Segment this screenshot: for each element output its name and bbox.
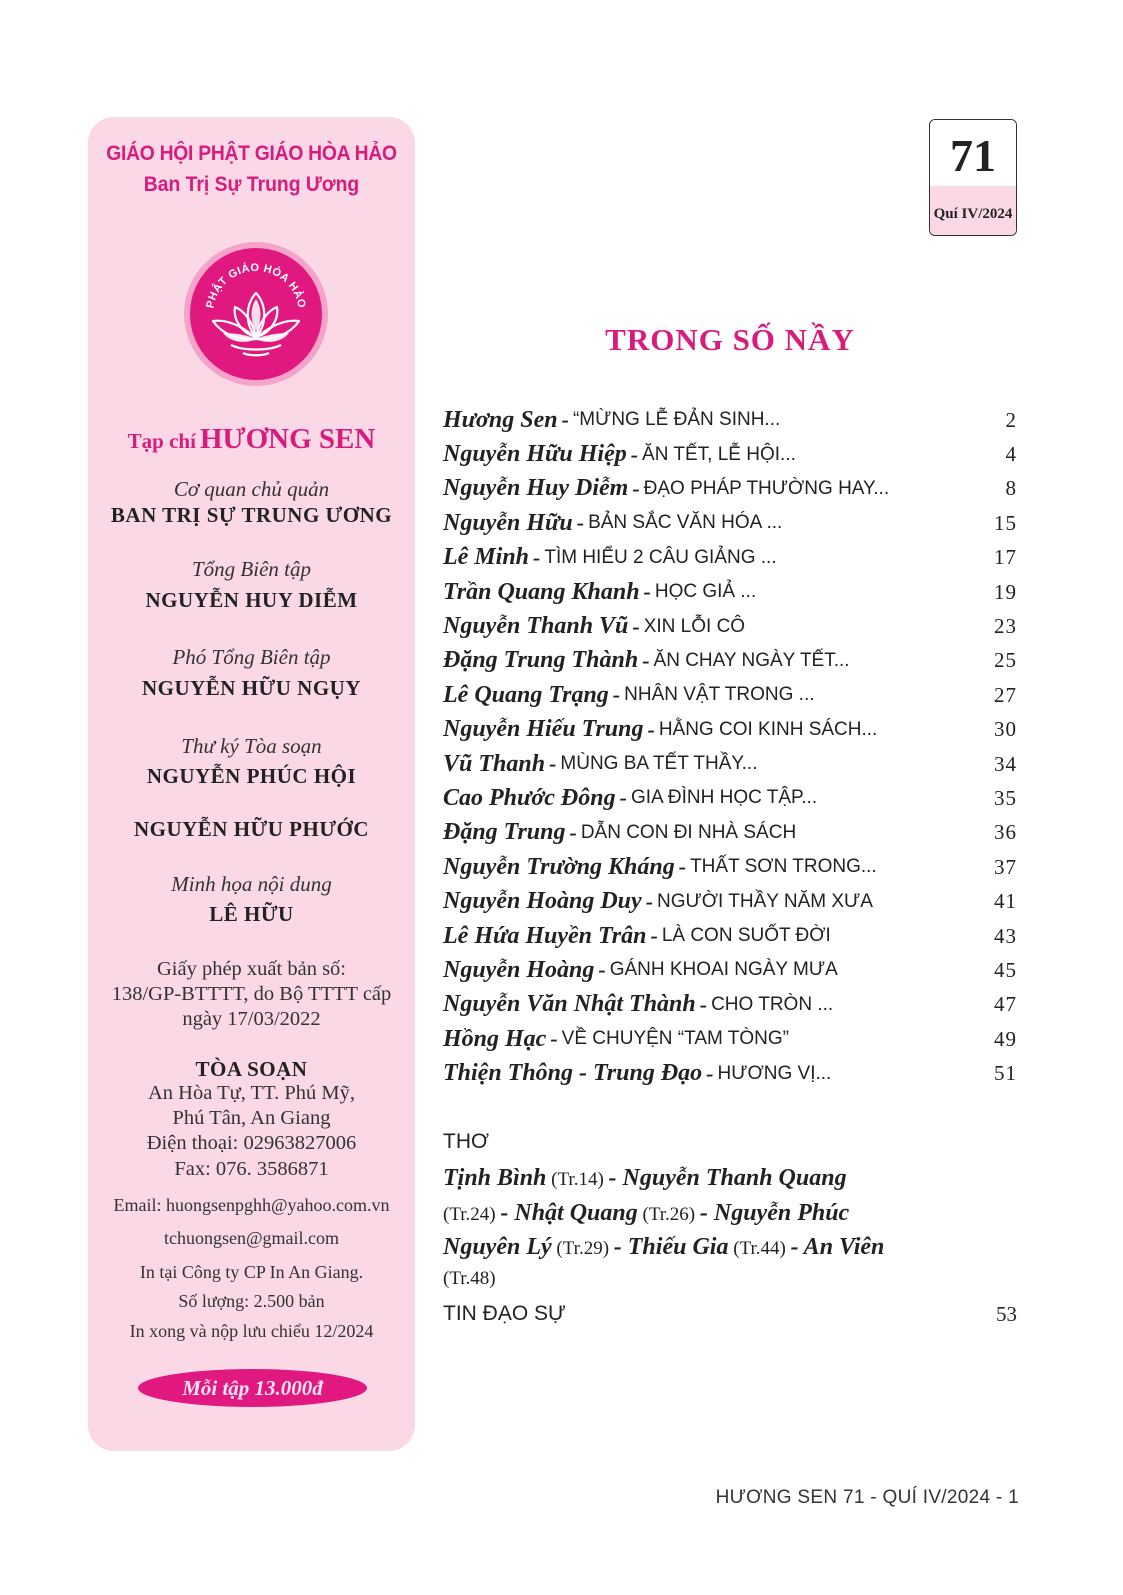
toc-page: 51 (994, 1061, 1017, 1086)
magazine-name: HƯƠNG SEN (199, 423, 376, 455)
toc-separator: - (561, 407, 569, 433)
toc-row (443, 472, 1017, 506)
toc-author: Hương Sen (443, 406, 558, 433)
toc-title: “MỪNG LỄ ĐẢN SINH... (572, 409, 781, 431)
poetry-author: - Nguyễn Phúc (699, 1200, 850, 1226)
email-line: Email: huongsenpghh@yahoo.com.vn (113, 1195, 390, 1215)
toc-author: Nguyễn Hiếu Trung (443, 716, 644, 743)
toc-separator: - (630, 441, 639, 467)
poetry-author: - An Viên (790, 1234, 885, 1260)
staff-name: NGUYỄN PHÚC HỘI (146, 764, 357, 788)
toc-page: 49 (994, 1026, 1017, 1051)
toc-author: Lê Minh (443, 544, 530, 571)
toc-author: Nguyễn Thanh Vũ (443, 613, 629, 640)
toc-title: ĂN CHAY NGÀY TẾT... (653, 649, 850, 671)
poetry-page-ref: (Tr.14) (546, 1169, 609, 1190)
staff-role: Thư ký Tòa soạn (181, 734, 322, 758)
staff-role: Phó Tổng Biên tập (172, 645, 331, 669)
toc-page: 35 (994, 785, 1017, 810)
toc-row (443, 747, 1017, 781)
toc-page: 30 (994, 717, 1017, 742)
issue-number: 71 (930, 120, 1016, 186)
print-info-line: In tại Công ty CP In An Giang. (139, 1262, 364, 1282)
toc-author: Nguyễn Văn Nhật Thành (443, 991, 696, 1018)
toc-title: ĐẠO PHÁP THƯỜNG HAY... (643, 477, 890, 499)
toc-page: 23 (994, 614, 1017, 639)
issue-quarter: Quí IV/2024 (930, 186, 1016, 235)
lotus-logo-icon (183, 241, 329, 387)
office-label: TÒA SOẠN (195, 1057, 308, 1081)
toc-separator: - (642, 647, 650, 673)
toc-page: 37 (994, 854, 1017, 879)
fax-line: Fax: 076. 3586871 (174, 1158, 329, 1180)
toc-separator: - (650, 923, 658, 949)
email-line: tchuongsen@gmail.com (163, 1228, 340, 1248)
toc-row (443, 953, 1017, 987)
toc-separator: - (706, 1060, 714, 1086)
toc-separator: - (699, 991, 708, 1017)
toc-page: 27 (994, 682, 1017, 707)
toc-separator: - (612, 682, 621, 708)
toc-separator: - (643, 579, 651, 605)
poetry-author: Nguyên Lý (443, 1234, 552, 1260)
magazine-title (88, 423, 415, 456)
toc-row (443, 781, 1017, 815)
toc-page: 43 (994, 923, 1017, 948)
toc-row (443, 506, 1017, 540)
toc-row (443, 437, 1017, 471)
poetry-page-ref: (Tr.24) (443, 1204, 501, 1225)
poetry-line (443, 1200, 849, 1227)
toc-separator: - (678, 854, 687, 880)
magazine-prefix: Tạp chí (127, 429, 196, 453)
toc-row (443, 403, 1017, 437)
contents-heading: TRONG SỐ NẦY (605, 322, 855, 357)
toc-separator: - (550, 1026, 558, 1052)
license-line: ngày 17/03/2022 (182, 1008, 321, 1030)
poetry-author: - Thiếu Gia (613, 1234, 729, 1260)
poetry-page-ref: (Tr.44) (728, 1238, 791, 1259)
poetry-line (443, 1165, 847, 1192)
toc-row (443, 850, 1017, 884)
price-badge: Mỗi tập 13.000đ (138, 1369, 367, 1407)
toc-title: TÌM HIỂU 2 CÂU GIẢNG ... (544, 546, 777, 568)
poetry-page-ref: (Tr.29) (551, 1238, 614, 1259)
staff-role: Cơ quan chủ quản (173, 477, 330, 501)
news-page: 53 (996, 1302, 1017, 1326)
toc-title: GIA ĐÌNH HỌC TẬP... (630, 787, 818, 809)
toc-row (443, 713, 1017, 747)
toc-separator: - (632, 613, 640, 639)
toc-page: 45 (994, 957, 1017, 982)
toc-title: BẢN SẮC VĂN HÓA ... (588, 512, 783, 534)
toc-author: Nguyễn Hữu Hiệp (443, 441, 627, 468)
toc-author: Vũ Thanh (443, 750, 546, 777)
toc-separator: - (549, 751, 557, 777)
toc-row (443, 988, 1017, 1022)
toc-separator: - (576, 510, 585, 536)
toc-page: 41 (994, 889, 1017, 914)
toc-page: 34 (994, 751, 1017, 776)
toc-row (443, 884, 1017, 918)
print-info-line: In xong và nộp lưu chiểu 12/2024 (129, 1321, 374, 1341)
toc-page: 4 (1005, 442, 1017, 467)
toc-title: LÀ CON SUỐT ĐỜI (661, 925, 831, 947)
issue-number-box (929, 119, 1017, 236)
toc-page: 25 (994, 648, 1017, 673)
news-label: TIN ĐẠO SỰ (443, 1302, 566, 1325)
toc-author: Thiện Thông - Trung Đạo (443, 1060, 703, 1087)
poetry-page-ref: (Tr.26) (637, 1204, 700, 1225)
toc-row (443, 1022, 1017, 1056)
toc-author: Cao Phước Đông (443, 784, 616, 811)
organization-subtitle: Ban Trị Sự Trung Ương (143, 173, 360, 196)
toc-title: ĂN TẾT, LỄ HỘI... (642, 443, 796, 465)
toc-separator: - (598, 957, 606, 983)
table-of-contents (443, 403, 1017, 1091)
toc-author: Hồng Hạc (443, 1025, 547, 1052)
toc-row (443, 1056, 1017, 1090)
toc-separator: - (632, 475, 640, 501)
staff-name: NGUYỄN HUY DIỄM (145, 588, 358, 612)
staff-name: NGUYỄN HỮU NGỤY (141, 676, 362, 700)
toc-row (443, 919, 1017, 953)
toc-page: 15 (994, 510, 1017, 535)
toc-page: 47 (994, 992, 1017, 1017)
staff-role: Tổng Biên tập (192, 557, 311, 581)
staff-name: BAN TRỊ SỰ TRUNG ƯƠNG (110, 503, 393, 527)
poetry-author: Tịnh Bình (443, 1165, 547, 1191)
toc-separator: - (569, 819, 577, 845)
toc-title: HỌC GIẢ ... (654, 581, 757, 603)
toc-author: Trần Quang Khanh (443, 578, 640, 605)
toc-author: Nguyễn Hữu (443, 509, 573, 536)
toc-author: Nguyễn Trường Kháng (443, 853, 675, 880)
poetry-page-ref: (Tr.48) (443, 1268, 496, 1289)
toc-row (443, 541, 1017, 575)
toc-title: NGƯỜI THẦY NĂM XƯA (657, 890, 873, 912)
toc-title: XIN LỖI CÔ (643, 615, 746, 637)
organization-title: GIÁO HỘI PHẬT GIÁO HÒA HẢO (106, 142, 397, 165)
toc-separator: - (619, 785, 627, 811)
toc-author: Lê Hứa Huyền Trân (443, 922, 647, 949)
toc-author: Nguyễn Huy Diễm (443, 475, 629, 502)
toc-separator: - (533, 544, 541, 570)
toc-page: 36 (994, 820, 1017, 845)
svg-text:PHẬT GIÁO HÒA HẢO: PHẬT GIÁO HÒA HẢO (204, 261, 308, 310)
toc-title: DẪN CON ĐI NHÀ SÁCH (580, 821, 797, 843)
print-info-line: Số lượng: 2.500 bản (178, 1291, 325, 1311)
staff-role: Minh họa nội dung (171, 872, 332, 896)
toc-title: NHÂN VẬT TRONG ... (624, 684, 815, 706)
poetry-line (443, 1268, 496, 1290)
phone-line: Điện thoại: 02963827006 (146, 1132, 357, 1154)
toc-title: HƯƠNG VỊ... (717, 1062, 832, 1084)
toc-title: GÁNH KHOAI NGÀY MƯA (609, 959, 838, 981)
toc-author: Đặng Trung Thành (443, 647, 639, 674)
toc-author: Lê Quang Trạng (443, 681, 609, 708)
poetry-label: THƠ (443, 1130, 489, 1153)
masthead-sidebar (88, 117, 415, 1451)
address-line: Phú Tân, An Giang (172, 1107, 331, 1129)
toc-separator: - (647, 716, 655, 742)
toc-author: Đặng Trung (443, 819, 566, 846)
toc-row (443, 678, 1017, 712)
license-line: 138/GP-BTTTT, do Bộ TTTT cấp (111, 983, 392, 1005)
staff-name: NGUYỄN HỮU PHƯỚC (133, 817, 370, 841)
staff-name: LÊ HỮU (209, 902, 294, 926)
toc-title: HẰNG COI KINH SÁCH... (658, 718, 878, 740)
toc-author: Nguyễn Hoàng Duy (443, 888, 642, 915)
poetry-line (443, 1234, 884, 1261)
license-line: Giấy phép xuất bản số: (156, 958, 346, 980)
toc-title: MÙNG BA TẾT THẦY... (560, 753, 758, 775)
toc-row (443, 609, 1017, 643)
toc-page: 17 (994, 545, 1017, 570)
toc-title: CHO TRÒN ... (711, 993, 834, 1015)
toc-page: 19 (994, 579, 1017, 604)
page-footer: HƯƠNG SEN 71 - QUÍ IV/2024 - 1 (715, 1487, 1019, 1508)
toc-title: VỀ CHUYỆN “TAM TÒNG” (561, 1028, 789, 1050)
toc-row (443, 644, 1017, 678)
address-line: An Hòa Tự, TT. Phú Mỹ, (147, 1082, 355, 1104)
poetry-author: - Nguyễn Thanh Quang (608, 1165, 847, 1191)
toc-row (443, 816, 1017, 850)
toc-page: 8 (1005, 476, 1017, 501)
toc-author: Nguyễn Hoàng (443, 956, 595, 983)
poetry-author: - Nhật Quang (500, 1200, 638, 1226)
toc-page: 2 (1005, 407, 1017, 432)
toc-title: THẤT SƠN TRONG... (690, 856, 877, 878)
news-entry (443, 1302, 1017, 1327)
toc-separator: - (645, 888, 654, 914)
toc-row (443, 575, 1017, 609)
